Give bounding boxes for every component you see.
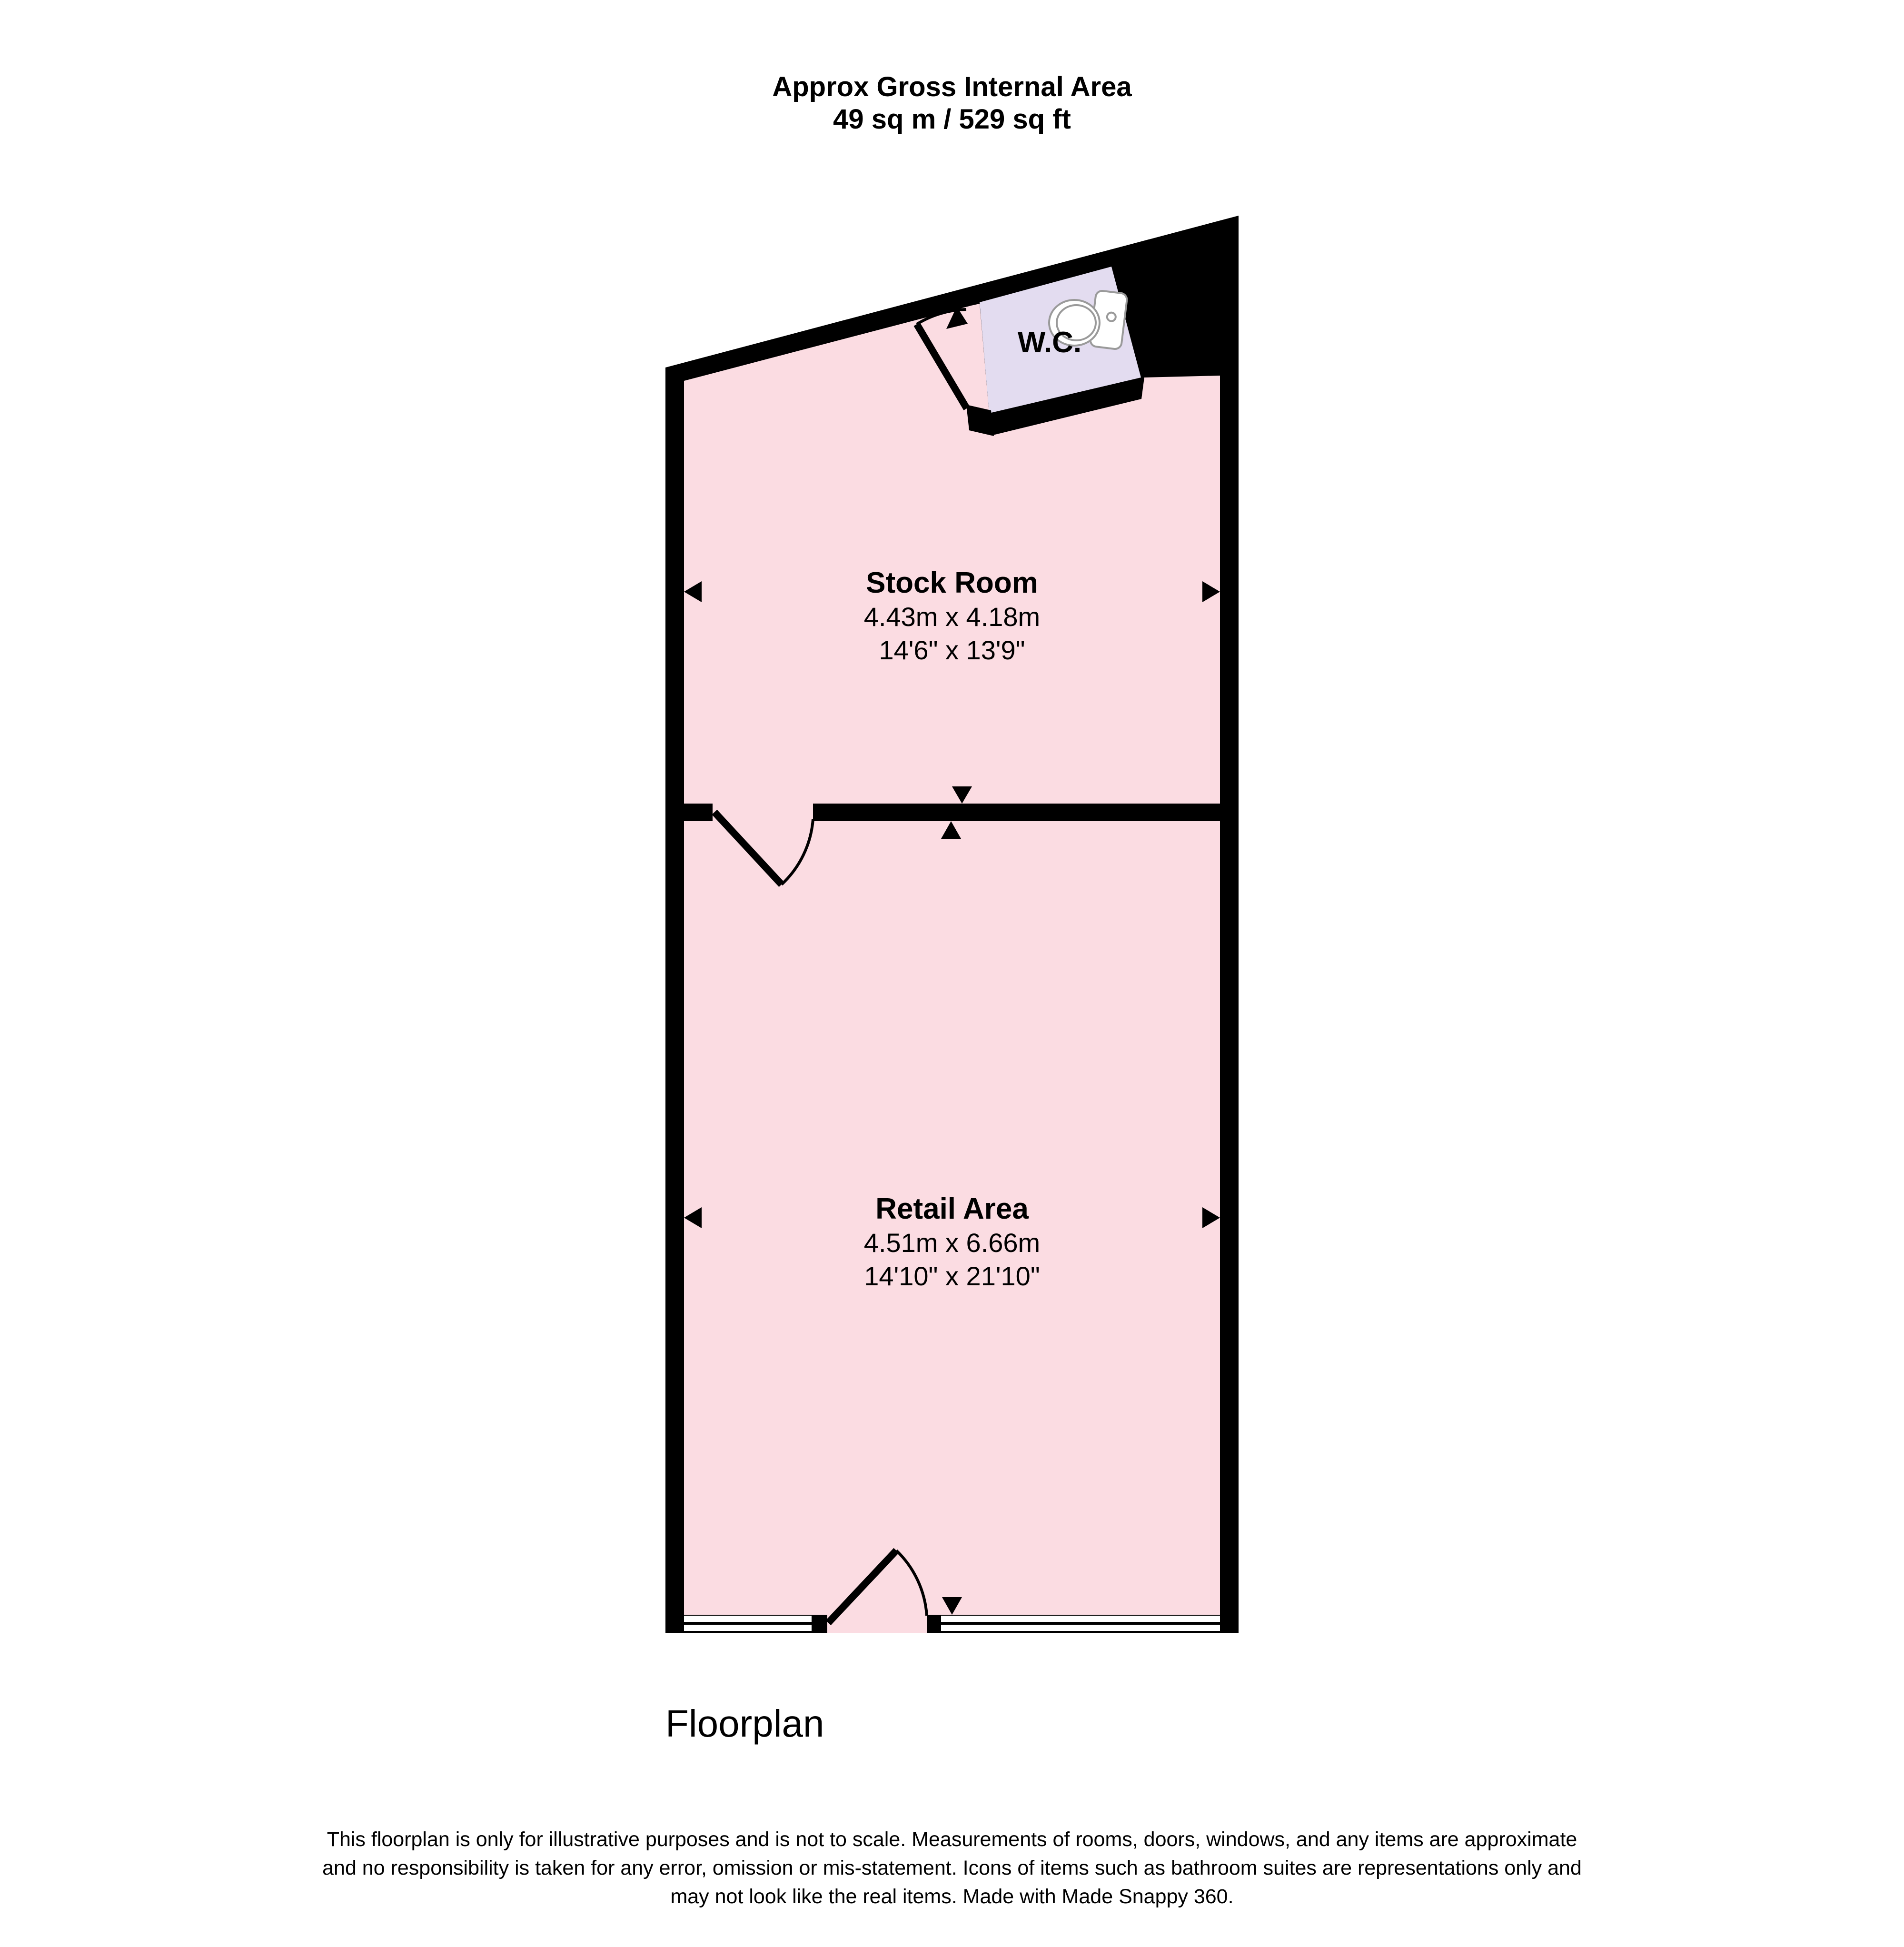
wc-room-label: W.C.	[1017, 326, 1082, 359]
stock-room-imperial-dimensions: 14'6" x 13'9"	[879, 635, 1025, 665]
page-header	[772, 71, 1132, 135]
gross-internal-area-value: 49 sq m / 529 sq ft	[833, 104, 1071, 135]
gross-internal-area-title: Approx Gross Internal Area	[772, 71, 1132, 102]
window-right-pane-outer	[941, 1616, 1220, 1622]
stock-room-name: Stock Room	[866, 566, 1038, 599]
disclaimer-line-2: and no responsibility is taken for any error, omission or mis-statement. Icons of items such as bathroom suites are representations only and	[322, 1857, 1582, 1879]
window-left-pane-outer	[684, 1616, 812, 1622]
window-left-pane-inner	[684, 1625, 812, 1631]
retail-area-metric-dimensions: 4.51m x 6.66m	[863, 1228, 1041, 1258]
stock-room-labels	[864, 566, 1040, 665]
disclaimer-line-1: This floorplan is only for illustrative purposes and is not to scale. Measurements of rooms, doors, windows, and any items are approximate	[327, 1828, 1577, 1851]
window-right-pane-inner	[941, 1625, 1220, 1631]
disclaimer-text	[322, 1828, 1582, 1908]
toilet-flush-button	[1107, 312, 1116, 322]
entrance-door-opening	[827, 1615, 927, 1633]
retail-area-imperial-dimensions: 14'10" x 21'10"	[864, 1261, 1040, 1291]
disclaimer-line-3: may not look like the real items. Made with Made Snappy 360.	[670, 1885, 1234, 1908]
floorplan-caption: Floorplan	[665, 1702, 824, 1745]
retail-area-name: Retail Area	[875, 1192, 1029, 1225]
retail-area-labels	[864, 1192, 1040, 1291]
internal-door-opening	[713, 803, 813, 822]
stock-room-metric-dimensions: 4.43m x 4.18m	[863, 602, 1041, 632]
